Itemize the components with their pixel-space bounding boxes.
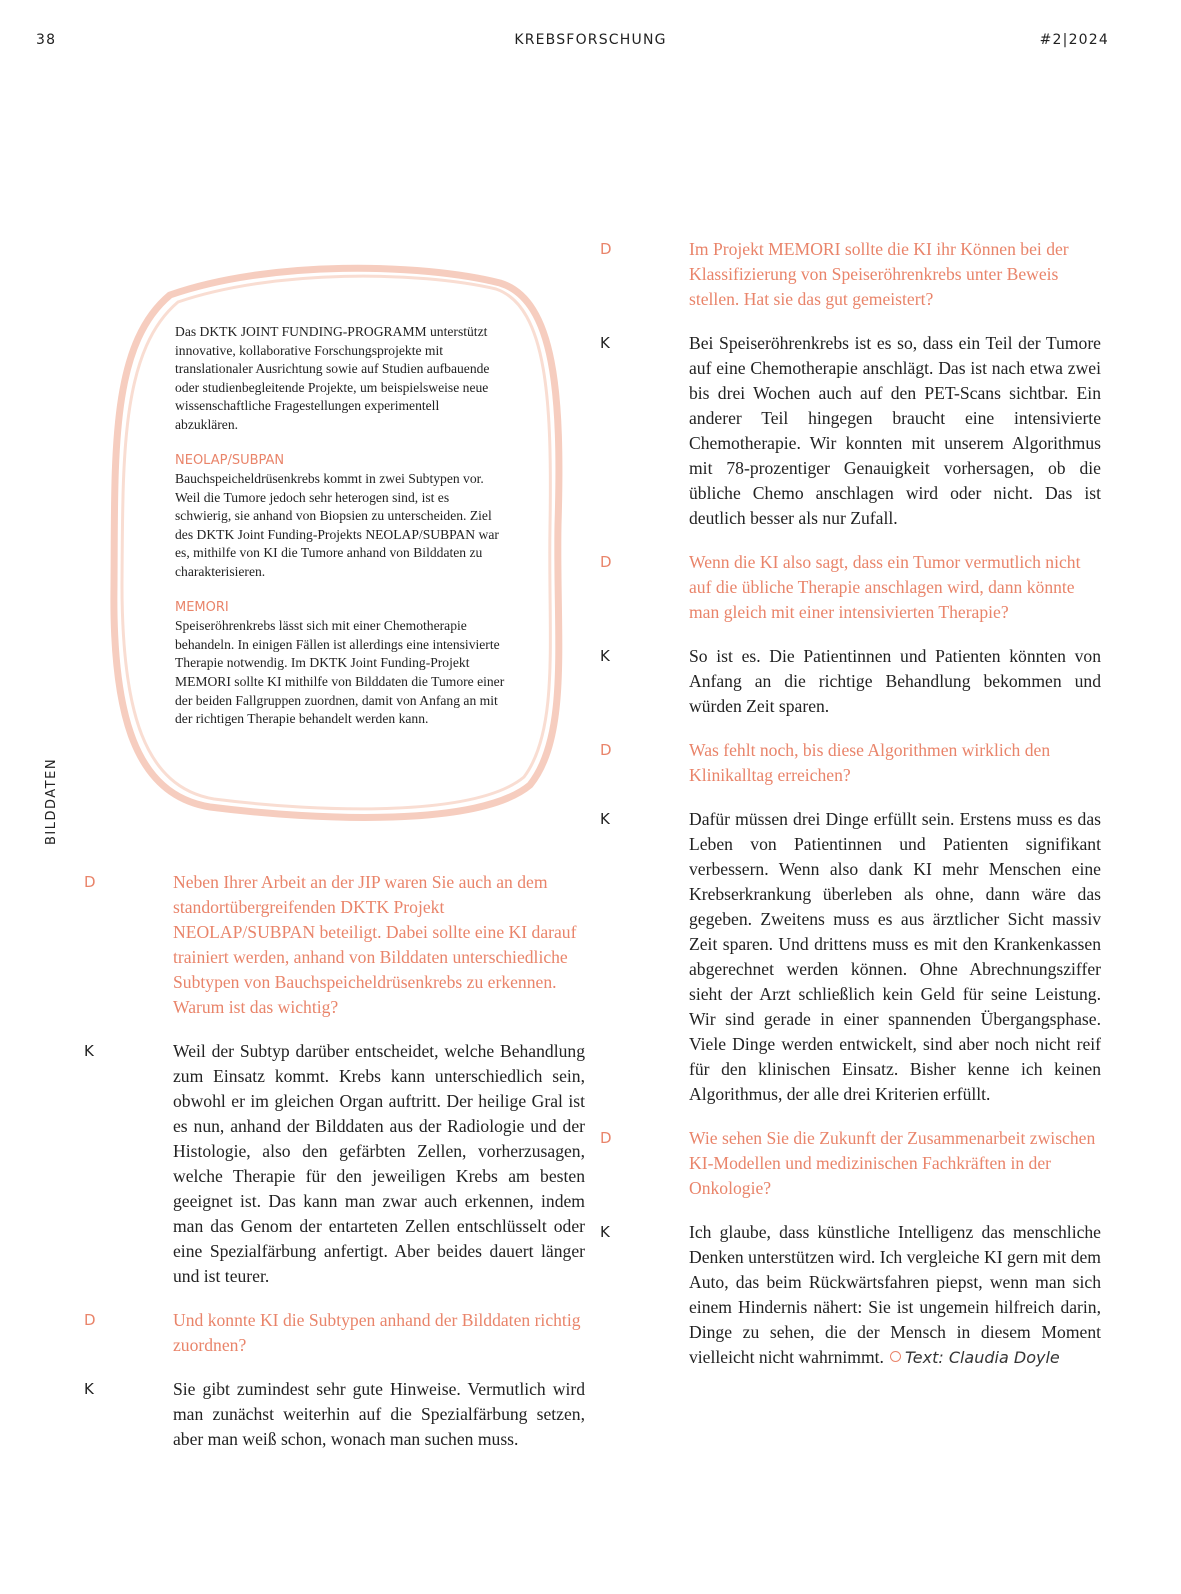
speaker-tag: D [84, 1311, 96, 1329]
answer-text: Ich glaube, dass künstliche Intelligenz das menschliche Denken unterstützen wird. Ich vergleiche KI gern mit dem Auto, das beim Rückwärtsfahren piepst, wenn man sich einem Hindernis nähert: Sie ist ungemein hilfreich darin, Dinge zu sehen, die der Mensch in diesem Moment vielleicht nicht wahrnimmt. [689, 1222, 1101, 1367]
page-header [0, 32, 1181, 56]
interview-question [600, 1126, 1181, 1201]
info-heading: MEMORI [175, 599, 229, 615]
answer-text: So ist es. Die Patientinnen und Patienten könnten von Anfang an die richtige Behandlung bekommen und würden Zeit sparen. [689, 646, 1101, 716]
info-heading: NEOLAP/SUBPAN [175, 452, 285, 468]
answer-text: Dafür müssen drei Dinge erfüllt sein. Erstens muss es das Leben von Patientinnen und Patienten signifikant verbessern. Wenn also dank KI mehr Menschen eine Krebserkrankung überleben als ohne, dann wäre das gegeben. Zweitens muss es aus ärztlicher Sicht massiv Zeit sparen. Und drittens muss es mit den Krankenkassen abgerechnet werden können. Ohne Abrechnungsziffer sieht der Arzt schließlich kein Geld für seine Leistung. Wir sind gerade in einer spannenden Übergangsphase. Viele Dinge werden entwickelt, sind aber noch nicht reif für den klinischen Einsatz. Bisher kenne ich keinen Algorithmus, der alle drei Kriterien erfüllt. [689, 809, 1101, 1104]
interview-question [84, 1308, 684, 1358]
right-column [600, 237, 1181, 1389]
speaker-tag: K [600, 647, 610, 665]
interview-question [600, 237, 1181, 312]
left-column [84, 870, 684, 1471]
speaker-tag: D [600, 553, 612, 571]
issue-number: #2|2024 [1039, 32, 1109, 48]
magazine-title: KREBSFORSCHUNG [514, 32, 667, 48]
answer-text: Sie gibt zumindest sehr gute Hinweise. Vermutlich wird man zunächst weiterhin auf die Spezialfärbung setzen, aber man weiß schon, wonach man suchen muss. [173, 1379, 585, 1449]
question-text: Und konnte KI die Subtypen anhand der Bilddaten richtig zuordnen? [173, 1310, 581, 1355]
interview-answer [84, 1377, 684, 1452]
question-text: Wenn die KI also sagt, dass ein Tumor vermutlich nicht auf die übliche Therapie anschlagen wird, dann könnte man gleich mit einer intensivierten Therapie? [689, 552, 1081, 622]
answer-text: Weil der Subtyp darüber entscheidet, welche Behandlung zum Einsatz kommt. Krebs kann unterschiedlich sein, obwohl er im gleichen Organ auftritt. Der heilige Gral ist es nun, anhand der Bilddaten aus der Radiologie und der Histologie, also den gefärbten Zellen, vorherzusagen, welche Therapie für den jeweiligen Krebs am besten geeignet ist. Das kann man zwar auch erkennen, indem man das Genom der entarteten Zellen entschlüsselt oder eine Spezialfärbung anfertigt. Aber beides dauert länger und ist teurer. [173, 1041, 585, 1286]
question-text: Wie sehen Sie die Zukunft der Zusammenarbeit zwischen KI-Modellen und medizinischen Fachkräften in der Onkologie? [689, 1128, 1096, 1198]
speaker-tag: D [84, 873, 96, 891]
question-text: Im Projekt MEMORI sollte die KI ihr Können bei der Klassifizierung von Speiseröhrenkrebs unter Beweis stellen. Hat sie das gut gemeistert? [689, 239, 1069, 309]
interview-answer [600, 644, 1181, 719]
speaker-tag: D [600, 741, 612, 759]
info-text: Bauchspeicheldrüsenkrebs kommt in zwei Subtypen vor. Weil die Tumore jedoch sehr heterogen sind, ist es schwierig, sie anhand von Biopsien zu unterscheiden. Ziel des DKTK Joint Funding-Projekts NEOLAP/SUBPAN war es, mithilfe von KI die Tumore anhand von Bilddaten zu charakterisieren. [175, 471, 499, 580]
answer-final [689, 1220, 1101, 1370]
info-text: Speiseröhrenkrebs lässt sich mit einer Chemotherapie behandeln. In einigen Fällen ist allerdings eine intensivierte Therapie notwendig. Im DKTK Joint Funding-Projekt MEMORI sollte KI mithilfe von Bilddaten die Tumore einer der beiden Fallgruppen zuordnen, damit von Anfang an mit der richtigen Therapie behandelt werden kann. [175, 618, 505, 727]
speaker-tag: K [600, 1223, 610, 1241]
info-intro: Das DKTK JOINT FUNDING-PROGRAMM unterstützt innovative, kollaborative Forschungsprojekte mit translationaler Ausrichtung sowie auf Studien aufbauende oder studienbegleitende Projekte, um beispielsweise neue wissenschaftliche Fragestellungen experimentell abzuklären. [175, 324, 490, 432]
author-credit: Text: Claudia Doyle [904, 1348, 1060, 1367]
section-side-label: BILDDATEN [44, 757, 59, 845]
interview-question [600, 738, 1181, 788]
question-text: Was fehlt noch, bis diese Algorithmen wirklich den Klinikalltag erreichen? [689, 740, 1051, 785]
speaker-tag: K [600, 334, 610, 352]
interview-answer [84, 1039, 684, 1289]
speaker-tag: D [600, 1129, 612, 1147]
interview-question [600, 550, 1181, 625]
end-mark-icon [890, 1351, 901, 1362]
speaker-tag: K [84, 1042, 94, 1060]
info-section-neolap [175, 452, 505, 582]
answer-text: Bei Speiseröhrenkrebs ist es so, dass ein Teil der Tumore auf eine Chemotherapie anschlägt. Das ist nach etwa zwei bis drei Wochen auch auf den PET-Scans sichtbar. Ein anderer Teil hingegen braucht eine intensivierte Chemotherapie. Wir konnten mit unserem Algorithmus mit 78-prozentiger Genauigkeit vorhersagen, ob die übliche Chemo anschlagen wird oder nicht. Das ist deutlich besser als nur Zufall. [689, 333, 1101, 528]
question-text: Neben Ihrer Arbeit an der JIP waren Sie auch an dem standortübergreifenden DKTK Projekt NEOLAP/SUBPAN beteiligt. Dabei sollte eine KI darauf trainiert werden, anhand von Bilddaten unterschiedliche Subtypen von Bauchspeicheldrüsenkrebs zu erkennen. Warum ist das wichtig? [173, 872, 577, 1017]
speaker-tag: K [600, 810, 610, 828]
speaker-tag: D [600, 240, 612, 258]
page-number: 38 [36, 32, 57, 48]
info-section-memori [175, 599, 505, 729]
interview-answer [600, 1220, 1181, 1370]
interview-answer [600, 331, 1181, 531]
interview-answer [600, 807, 1181, 1107]
interview-question [84, 870, 684, 1020]
info-box [175, 323, 505, 746]
speaker-tag: K [84, 1380, 94, 1398]
